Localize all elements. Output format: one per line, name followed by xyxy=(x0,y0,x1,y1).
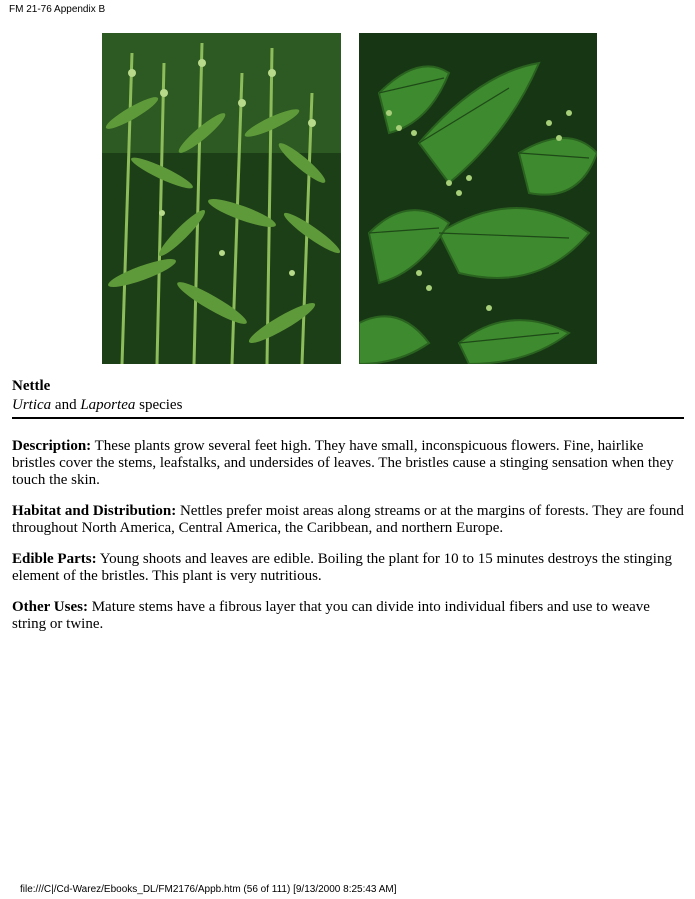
page-footer: file:///C|/Cd-Warez/Ebooks_DL/FM2176/Appb.htm (56 of 111) [9/13/2000 8:25:43 AM] xyxy=(20,884,397,895)
nettle-leaves-illustration xyxy=(359,33,597,364)
genus-urtica: Urtica xyxy=(12,397,52,413)
scientific-name xyxy=(12,396,182,415)
description-label: Description: xyxy=(12,438,92,454)
genus-laportea: Laportea xyxy=(80,397,136,413)
and-text: and xyxy=(51,397,81,413)
description-section xyxy=(12,438,684,489)
nettle-leaves-photo xyxy=(359,33,597,364)
habitat-section xyxy=(12,503,684,537)
other-uses-text: Mature stems have a fibrous layer that you can divide into individual fibers and use to weave string or twine. xyxy=(12,599,650,632)
edible-parts-section xyxy=(12,551,684,585)
nettle-plants-illustration xyxy=(102,33,341,364)
habitat-label: Habitat and Distribution: xyxy=(12,503,177,519)
nettle-plants-photo xyxy=(102,33,341,364)
plant-title-block xyxy=(12,377,182,415)
habitat-text: Nettles prefer moist areas along streams or at the margins of forests. They are found throughout North America, Central America, the Caribbean, and northern Europe. xyxy=(12,503,684,536)
other-uses-label: Other Uses: xyxy=(12,599,88,615)
species-text: species xyxy=(135,397,183,413)
plant-name: Nettle xyxy=(12,378,51,394)
other-uses-section xyxy=(12,599,684,633)
horizontal-divider xyxy=(12,417,684,419)
edible-parts-text: Young shoots and leaves are edible. Boiling the plant for 10 to 15 minutes destroys the stinging element of the bristles. This plant is very nutritious. xyxy=(12,551,672,584)
description-text: These plants grow several feet high. They have small, inconspicuous flowers. Fine, hairlike bristles cover the stems, leafstalks, and undersides of leaves. The bristles cause a stinging sensation when they touch the skin. xyxy=(12,438,674,488)
page-header: FM 21-76 Appendix B xyxy=(9,4,106,15)
edible-parts-label: Edible Parts: xyxy=(12,551,97,567)
